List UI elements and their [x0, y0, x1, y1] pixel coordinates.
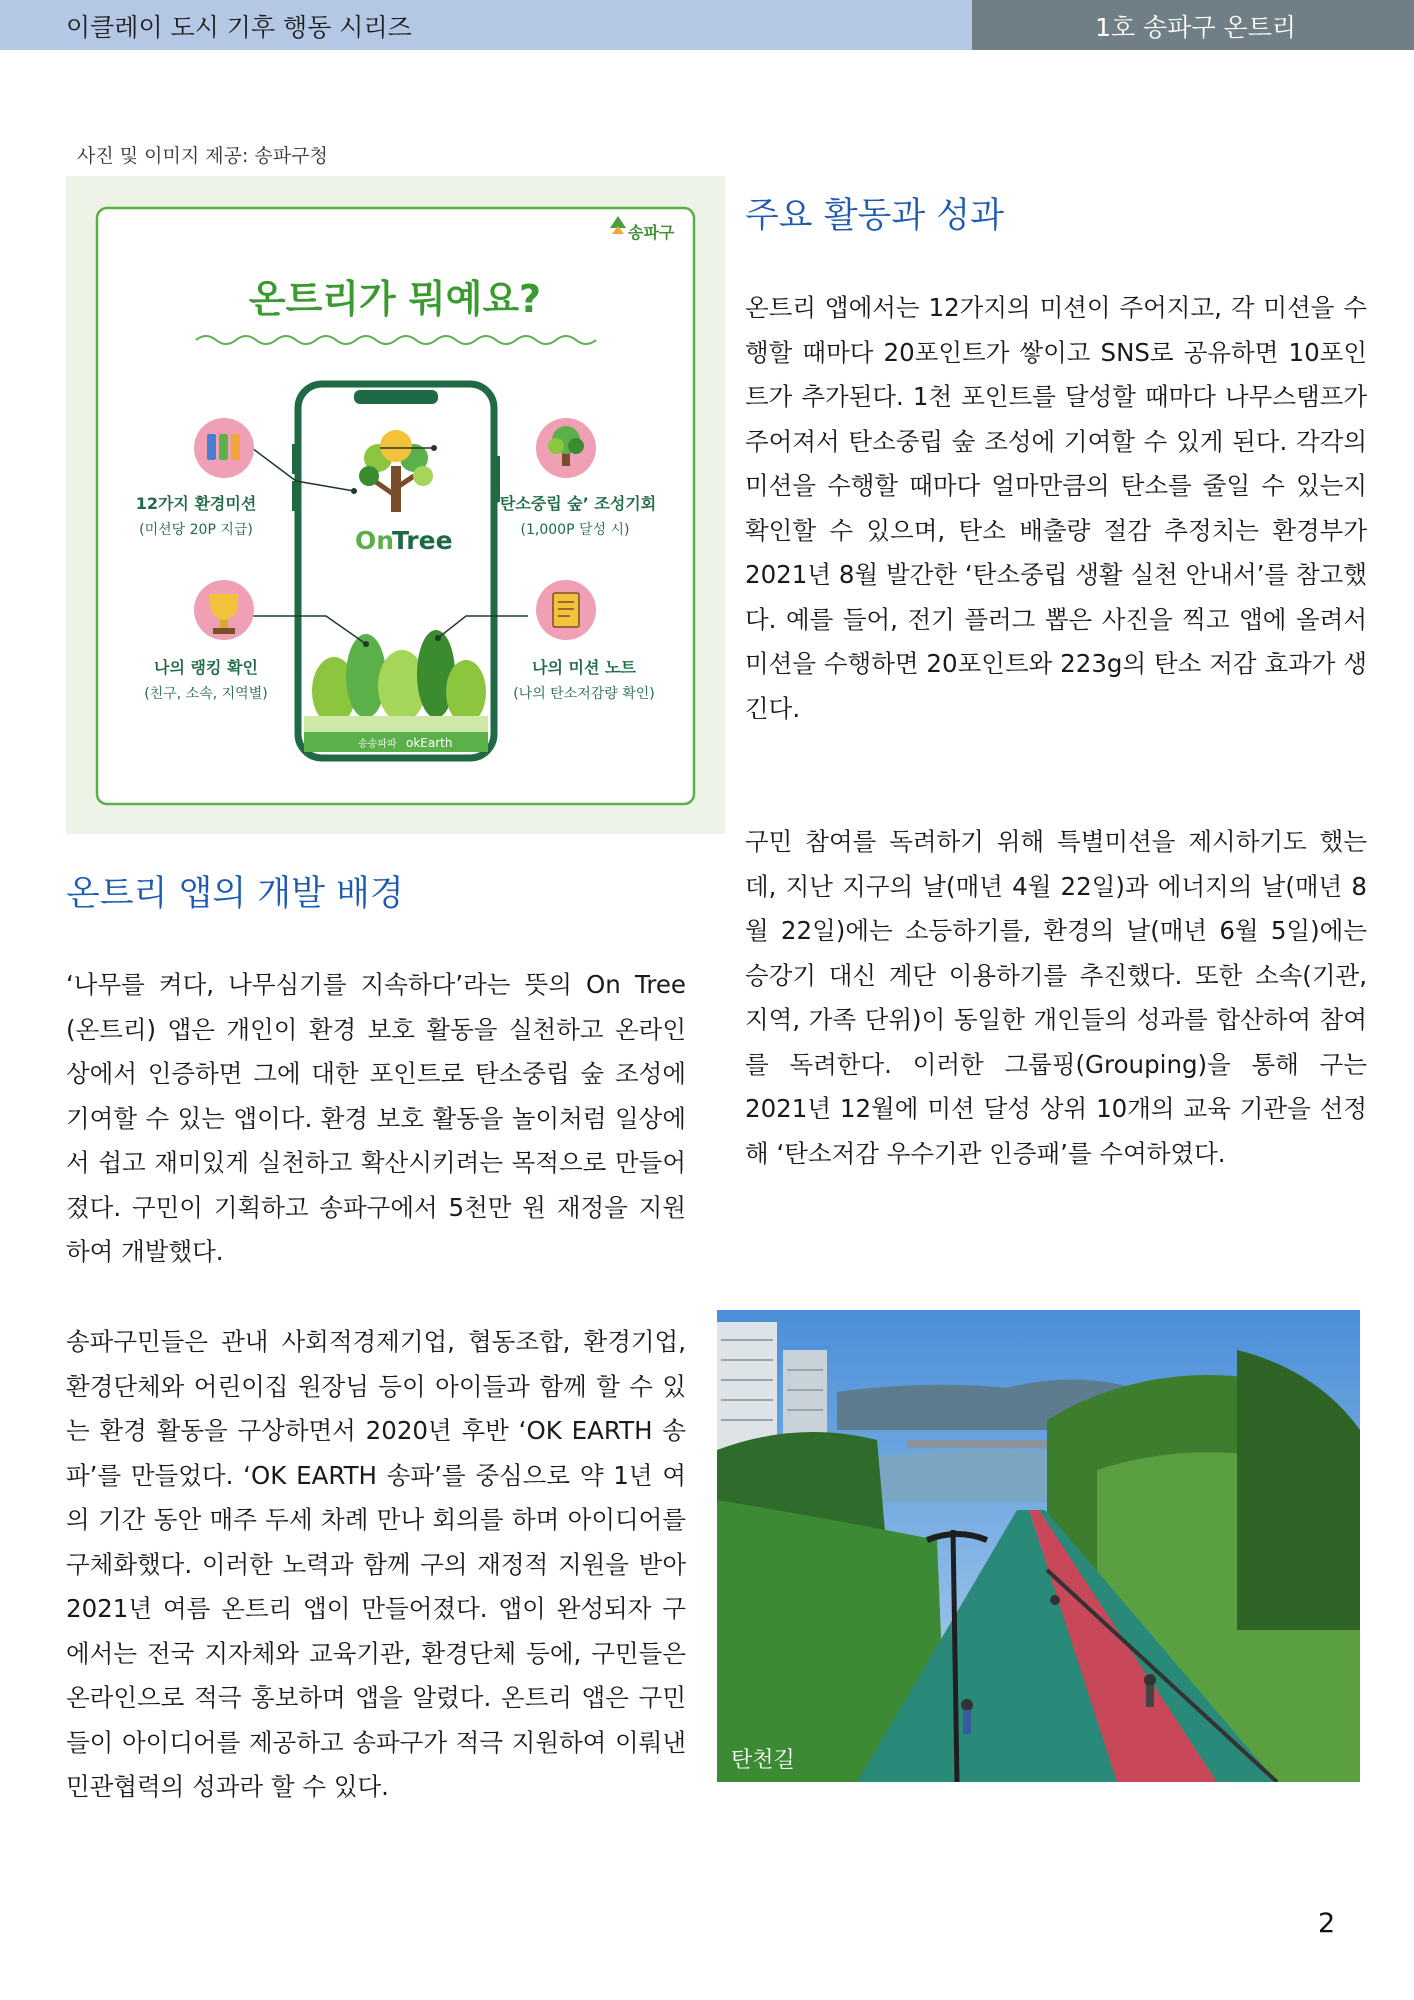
background-paragraph-1: ‘나무를 켜다, 나무심기를 지속하다’라는 뜻의 On Tree (온트리) 앱은 개인이 환경 보호 활동을 실천하고 온라인 상에서 인증하면 그에 대한 포인트로 탄소중립 숲 조성에 기여할 수 있는 앱이다. 환경 보호 활동을 놀이처럼 일상에서 쉽고 재미있게 실천하고 확산시키려는 목적으로 만들어졌다. 구민이 기획하고 송파구에서 5천만 원 재정을 지원하여 개발했다. — [66, 970, 686, 1266]
issue-header — [972, 0, 1414, 50]
activities-paragraph-1: 온트리 앱에서는 12가지의 미션이 주어지고, 각 미션을 수행할 때마다 20포인트가 쌓이고 SNS로 공유하면 10포인트가 추가된다. 1천 포인트를 달성할 때마다 나무스탬프가 주어져서 탄소중립 숲 조성에 기여할 수 있게 된다. 각각의 미션을 수행할 때마다 얼마만큼의 탄소를 줄일 수 있는지 확인할 수 있으며, 탄소 배출량 절감 추정치는 환경부가 2021년 8월 발간한 ‘탄소중립 생활 실천 안내서’를 참고했다. 예를 들어, 전기 플러그 뽑은 사진을 찍고 앱에 올려서 미션을 수행하면 20포인트와 223g의 탄소 저감 효과가 생긴다. — [745, 293, 1367, 723]
image-credit: 사진 및 이미지 제공: 송파구청 — [77, 145, 328, 167]
feature-1-sub: (미션당 20P 지급) — [139, 522, 253, 538]
mission-bottles-icon — [194, 418, 254, 478]
issue-title: 1호 송파구 온트리 — [1095, 13, 1296, 42]
photo-caption: 탄천길 — [731, 1748, 795, 1773]
feature-4-sub: (나의 탄소저감량 확인) — [513, 686, 655, 702]
app-name-tree: Tree — [392, 526, 453, 555]
background-heading: 온트리 앱의 개발 배경 — [66, 874, 404, 914]
feature-1-label: 12가지 환경미션 — [135, 494, 257, 513]
phone-footer-left: 송송파파 — [358, 739, 397, 750]
infographic-title: 온트리가 뭐예요? — [248, 277, 542, 321]
tancheon-trail-photo — [717, 1310, 1360, 1782]
page-number: 2 — [1318, 1908, 1336, 1939]
activities-paragraph-2: 구민 참여를 독려하기 위해 특별미션을 제시하기도 했는데, 지난 지구의 날(매년 4월 22일)과 에너지의 날(매년 8월 22일)에는 소등하기를, 환경의 날(매년 6월 5일)에는 승강기 대신 계단 이용하기를 추진했다. 또한 소속(기관, 지역, 가족 단위)이 동일한 개인들의 성과를 합산하여 참여를 독려한다. 이러한 그룹핑(Grouping)을 통해 구는 2021년 12월에 미션 달성 상위 10개의 교육 기관을 선정해 ‘탄소저감 우수기관 인증패’를 수여하였다. — [745, 827, 1367, 1168]
activities-heading: 주요 활동과 성과 — [745, 196, 1004, 236]
ontree-infographic — [66, 176, 725, 834]
brand-label: 송파구 — [628, 223, 675, 242]
series-header — [0, 0, 972, 50]
app-name-on: On — [355, 526, 395, 555]
phone-illustration — [292, 384, 500, 758]
phone-footer-right: okEarth — [406, 736, 453, 750]
feature-3-sub: (친구, 소속, 지역별) — [144, 686, 268, 702]
feature-4-label: 나의 미션 노트 — [532, 658, 636, 677]
background-paragraph-2: 송파구민들은 관내 사회적경제기업, 협동조합, 환경기업, 환경단체와 어린이집 원장님 등이 아이들과 함께 할 수 있는 환경 활동을 구상하면서 2020년 후반 ‘OK EARTH 송파’를 만들었다. ‘OK EARTH 송파’를 중심으로 약 1년 여의 기간 동안 매주 두세 차례 만나 회의를 하며 아이디어를 구체화했다. 이러한 노력과 함께 구의 재정적 지원을 받아 2021년 여름 온트리 앱이 만들어졌다. 앱이 완성되자 구에서는 전국 지자체와 교육기관, 환경단체 등에, 구민들은 온라인으로 적극 홍보하며 앱을 알렸다. 온트리 앱은 구민들이 아이디어를 제공하고 송파구가 적극 지원하여 이뤄낸 민관협력의 성과라 할 수 있다. — [66, 1327, 686, 1801]
notebook-icon — [536, 580, 596, 640]
feature-2-label: ‘탄소중립 숲’ 조성기회 — [493, 494, 657, 513]
trophy-icon — [194, 580, 254, 640]
feature-2-sub: (1,000P 달성 시) — [520, 522, 630, 538]
series-title: 이클레이 도시 기후 행동 시리즈 — [66, 13, 412, 42]
feature-3-label: 나의 랭킹 확인 — [154, 658, 258, 677]
tree-icon — [536, 418, 596, 478]
